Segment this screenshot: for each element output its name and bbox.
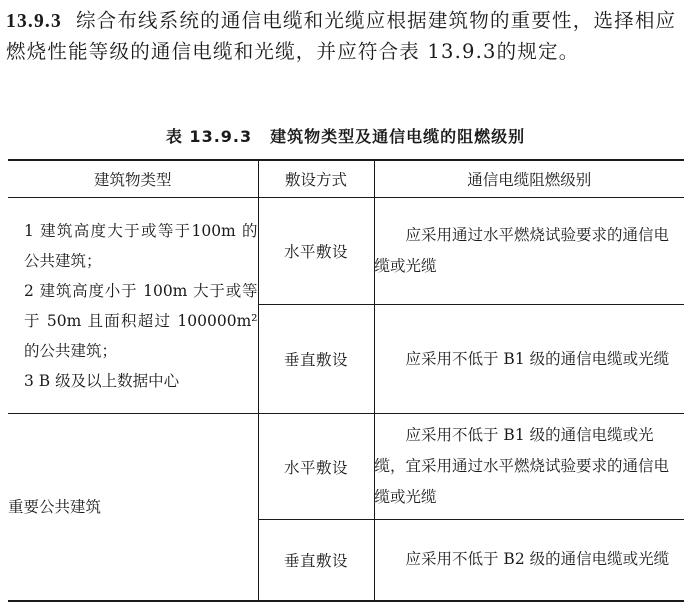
requirement-cell — [374, 414, 684, 520]
clause-number: 13.9.3 — [6, 11, 62, 32]
laying-method-cell: 水平敷设 — [258, 414, 374, 520]
laying-method-cell: 垂直敷设 — [258, 520, 374, 601]
requirement-cell — [374, 305, 684, 414]
building-item: 1 建筑高度大于或等于100m 的公共建筑； — [24, 221, 258, 270]
header-laying-method: 敷设方式 — [258, 160, 374, 198]
requirement-text: 应采用通过水平燃烧试验要求的通信电缆或光缆 — [374, 226, 670, 275]
table-title: 建筑物类型及通信电缆的阻燃级别 — [270, 127, 526, 146]
requirement-cell — [374, 520, 684, 601]
requirement-cell — [374, 198, 684, 305]
clause-text: 综合布线系统的通信电缆和光缆应根据建筑物的重要性，选择相应燃烧性能等级的通信电缆和光缆，并应符合表 13.9.3的规定。 — [6, 9, 677, 63]
building-item: 2 建筑高度小于 100m 大于或等于 50m 且面积超过 100000m² 的公共建筑； — [24, 281, 258, 360]
requirement-text: 应采用不低于 B1 级的通信电缆或光缆，宜采用通过水平燃烧试验要求的通信电缆或光缆 — [374, 426, 670, 506]
header-retardant-level: 通信电缆阻燃级别 — [374, 160, 684, 198]
requirement-text: 应采用不低于 B1 级的通信电缆或光缆 — [405, 349, 670, 368]
table-header-row — [8, 160, 684, 198]
laying-method-cell: 水平敷设 — [258, 198, 374, 305]
table-caption — [0, 124, 691, 147]
clause-paragraph — [6, 6, 686, 67]
building-type-cell: 重要公共建筑 — [8, 414, 258, 601]
table-row — [8, 414, 684, 520]
requirement-text: 应采用不低于 B2 级的通信电缆或光缆 — [405, 550, 670, 569]
table-row — [8, 198, 684, 305]
table-number: 表 13.9.3 — [165, 127, 253, 146]
building-item: 3 B 级及以上数据中心 — [24, 371, 180, 390]
laying-method-cell: 垂直敷设 — [258, 305, 374, 414]
flame-retardant-table — [8, 159, 684, 602]
building-type-cell — [8, 198, 258, 414]
header-building-type: 建筑物类型 — [8, 160, 258, 198]
